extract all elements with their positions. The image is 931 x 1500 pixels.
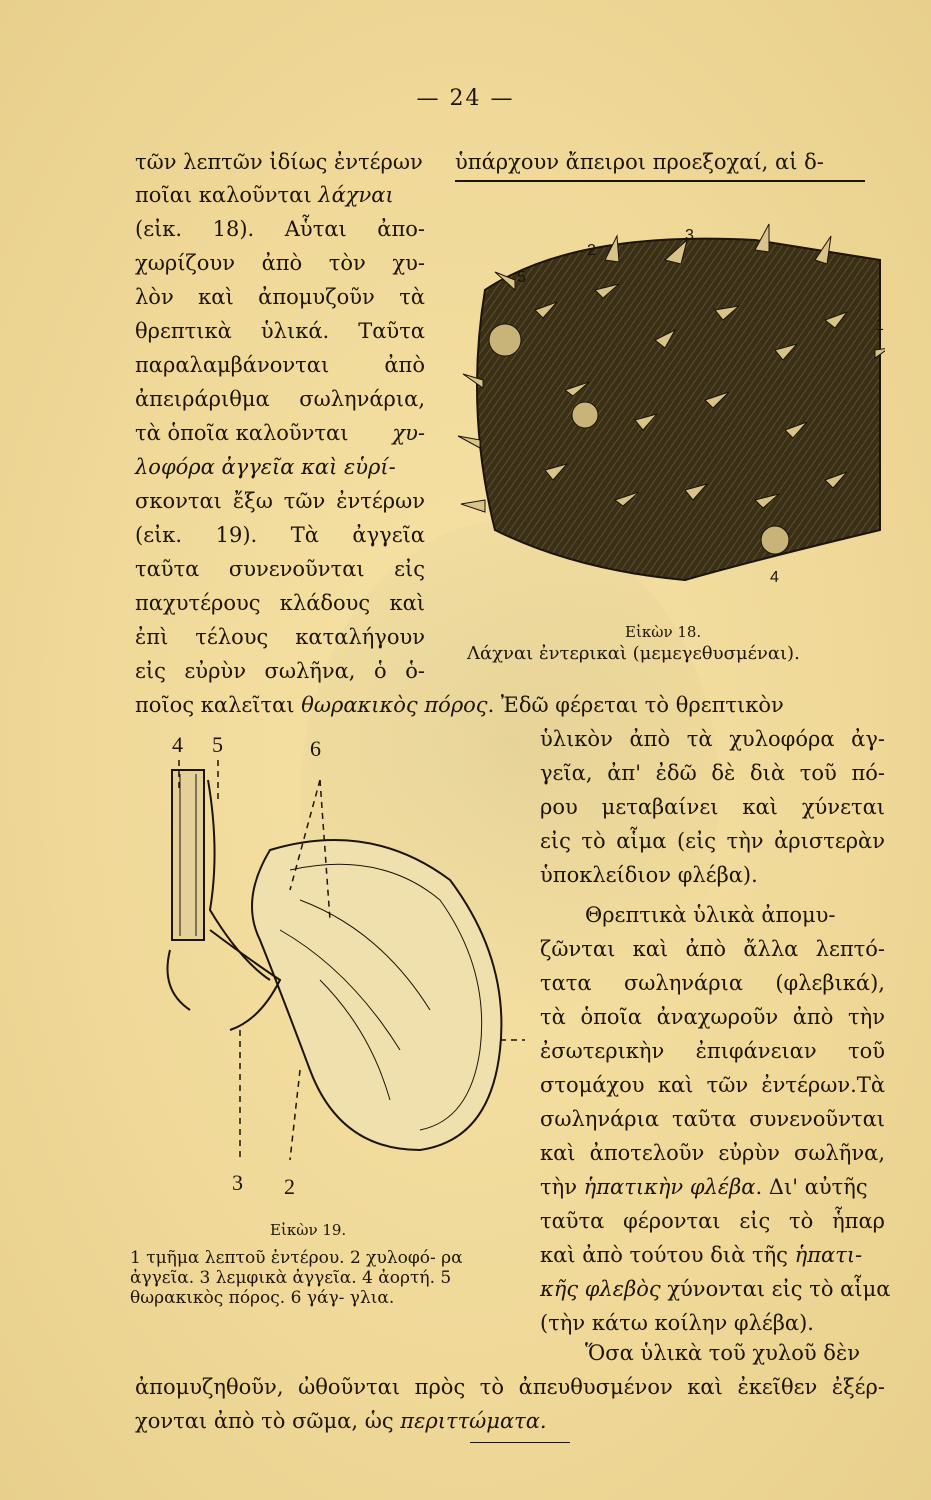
text-line: θρεπτικὰ ὑλικά. Ταῦτα [135, 319, 425, 343]
italic-term: περιττώματα. [400, 1409, 547, 1433]
figure-19-intestine-illustration [150, 730, 530, 1200]
text-line: παχυτέρους κλάδους καὶ [135, 591, 425, 615]
italic-term: ἡπατικὴν φλέβα [583, 1175, 756, 1199]
text-line: στομάχου καὶ τῶν ἐντέρων.Τὰ [540, 1073, 885, 1097]
text-line: ρου μεταβαίνει καὶ χύνεται [540, 795, 885, 819]
text-line: Θρεπτικὰ ὑλικὰ ἀπομυ- [585, 903, 836, 927]
text-line: (εἰκ. 19). Τὰ ἀγγεῖα [135, 523, 425, 547]
text-segment: τὴν [540, 1175, 577, 1199]
text-line: χωρίζουν ἀπὸ τὸν χυ- [135, 251, 425, 275]
fig18-label-3: 3 [685, 227, 694, 244]
text-line: τατα σωληνάρια (φλεβικά), [540, 971, 885, 995]
fig18-label-4: 4 [770, 569, 779, 586]
text-line [135, 1404, 547, 1438]
figure-top-rule [455, 180, 865, 182]
figure-19-number: Εἰκὼν 19. [270, 1221, 347, 1239]
figure-18-caption: Λάχναι ἐντερικαὶ (μεμεγεθυσμέναι). [467, 643, 800, 664]
text-line: καὶ ἀποτελοῦν εὐρὺν σωλῆνα, [540, 1141, 885, 1165]
figure-19-caption: 1 τμῆμα λεπτοῦ ἐντέρου. 2 χυλοφό- ρα ἀγγεῖα. 3 λεμφικὰ ἀγγεῖα. 4 ἀορτή. 5 θωρακικὸς πόρος. 6 γάγ- γλια. [130, 1248, 463, 1308]
text-line: σωληνάρια ταῦτα συνενοῦνται [540, 1107, 885, 1131]
text-line [135, 416, 425, 450]
fig19-label-5: 5 [212, 732, 223, 757]
text-segment: καὶ ἀπὸ τούτου διὰ τῆς [540, 1243, 788, 1267]
figure-18-number: Εἰκὼν 18. [625, 623, 702, 641]
fig18-label-1: 1 [875, 317, 884, 334]
text-line: λοφόρα ἀγγεῖα καὶ εὑρί- [135, 455, 396, 479]
text-line: λὸν καὶ ἀπομυζοῦν τὰ [135, 285, 425, 309]
text-line: τὰ ὁποῖα ἀναχωροῦν ἀπὸ τὴν [540, 1005, 885, 1029]
text-segment: ὑπάρχουν ἄπειροι προεξοχαί, αἱ δ- [455, 150, 824, 174]
text-segment: ποῖος καλεῖται [135, 693, 295, 717]
fig18-label-5: 5 [517, 269, 526, 286]
fig19-label-2: 2 [284, 1174, 295, 1199]
text-line: εἰς εὐρὺν σωλῆνα, ὁ ὁ- [135, 659, 425, 683]
text-segment: χύνονται εἰς τὸ αἷμα [667, 1277, 891, 1301]
text-line: ἀπειράριθμα σωληνάρια, [135, 387, 425, 411]
bottom-rule [470, 1442, 570, 1443]
text-segment: τῶν λεπτῶν ἰδίως ἐντέρων [135, 150, 423, 174]
page-number: — 24 — [416, 86, 515, 111]
text-line: ἀπομυζηθοῦν, ὠθοῦνται πρὸς τὸ ἀπευθυσμένον καὶ ἐκεῖθεν ἐξέρ- [135, 1375, 885, 1399]
italic-term: θωρακικὸς πόρος [301, 693, 488, 717]
text-line: ταῦτα συνενοῦνται εἰς [135, 557, 425, 581]
italic-term: λάχναι [318, 183, 394, 207]
text-line: ταῦτα φέρονται εἰς τὸ ἧπαρ [540, 1209, 885, 1233]
text-line [135, 688, 784, 722]
fig19-label-4: 4 [172, 732, 183, 757]
text-line [540, 1170, 885, 1204]
text-segment: . Ἐδῶ φέρεται τὸ θρεπτικὸν [487, 693, 784, 717]
text-line: γεῖα, ἀπ' ἐδῶ δὲ διὰ τοῦ πό- [540, 761, 885, 785]
fig19-label-3: 3 [232, 1170, 243, 1195]
text-line-1 [135, 145, 423, 179]
text-line: παραλαμβάνονται ἀπὸ [135, 353, 425, 377]
text-line: εἰς τὸ αἷμα (εἰς τὴν ἀριστερὰν [540, 829, 885, 853]
text-segment: ποῖαι καλοῦνται [135, 183, 312, 207]
fig18-label-2: 2 [587, 242, 596, 259]
text-line: ἐσωτερικὴν ἐπιφάνειαν τοῦ [540, 1039, 885, 1063]
text-line [540, 1272, 891, 1306]
text-line: (εἰκ. 18). Αὗται ἀπο- [135, 217, 425, 241]
text-segment: . Δι' αὐτῆς [755, 1175, 868, 1199]
text-segment: τὰ ὁποῖα καλοῦνται [135, 421, 349, 445]
italic-term: κῆς φλεβὸς [540, 1277, 661, 1301]
text-line: σκονται ἔξω τῶν ἐντέρων [135, 489, 425, 513]
fig19-label-6: 6 [310, 736, 321, 761]
text-line-1-right [455, 145, 885, 179]
text-line: ἐπὶ τέλους καταλήγουν [135, 625, 425, 649]
text-segment: χονται ἀπὸ τὸ σῶμα, ὡς [135, 1409, 394, 1433]
text-line: Ὅσα ὑλικὰ τοῦ χυλοῦ δὲν [585, 1341, 860, 1365]
text-line [540, 1238, 885, 1272]
text-line: (τὴν κάτω κοίλην φλέβα). [540, 1311, 814, 1335]
text-line: ζῶνται καὶ ἀπὸ ἄλλα λεπτό- [540, 937, 885, 961]
text-line: ὑποκλείδιον φλέβα). [540, 863, 758, 887]
text-line [135, 178, 394, 212]
text-line: ὑλικὸν ἀπὸ τὰ χυλοφόρα ἀγ- [540, 727, 885, 751]
italic-term: ἡπατι- [794, 1243, 863, 1267]
figure-18-villi-illustration [455, 200, 885, 610]
italic-term: χυ- [392, 421, 425, 445]
